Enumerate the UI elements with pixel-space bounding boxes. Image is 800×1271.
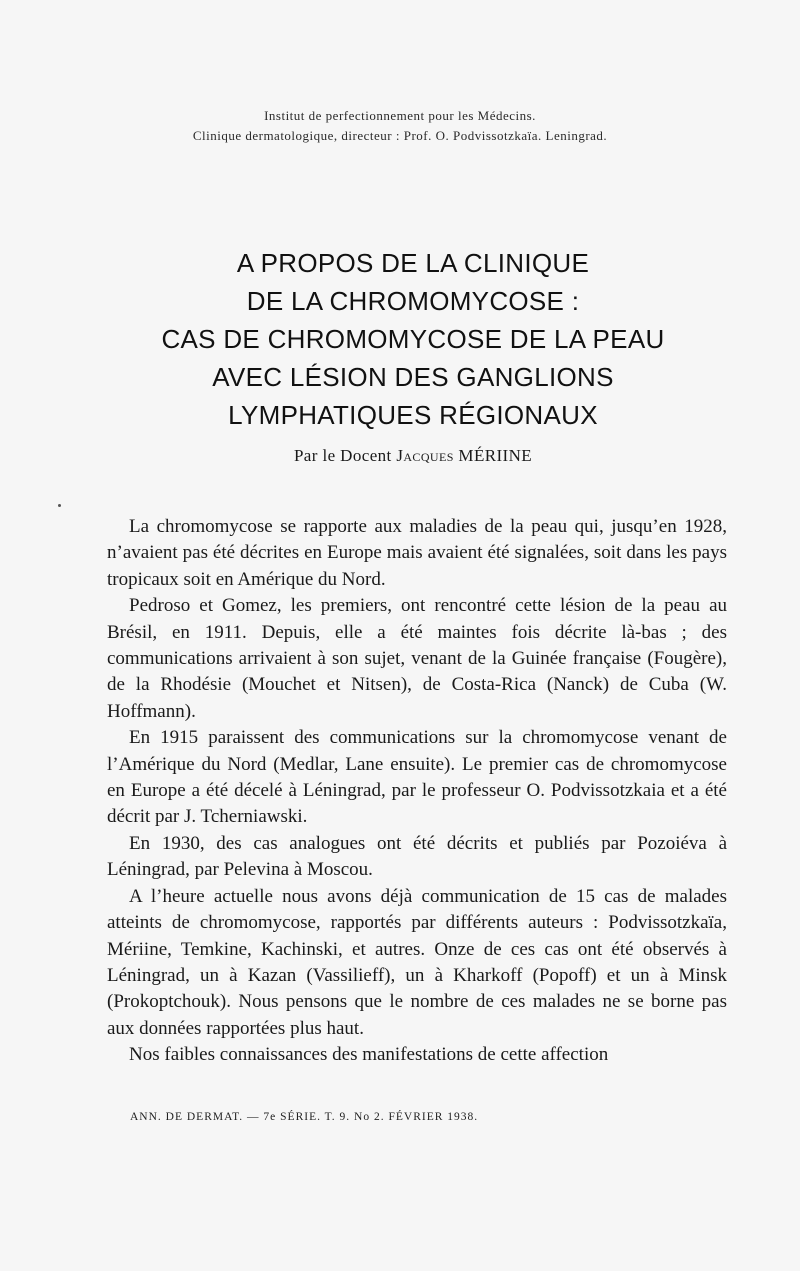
title-line: AVEC LÉSION DES GANGLIONS <box>212 362 614 392</box>
affiliation-line-2: Clinique dermatologique, directeur : Prof. O. Podvissotzkaïa. Leningrad. <box>192 128 608 143</box>
body-paragraph: En 1930, des cas analogues ont été décrits et publiés par Pozoiéva à Léningrad, par Pelevina à Moscou. <box>107 832 727 881</box>
author-surname: MÉRIINE <box>458 446 533 465</box>
title-line: CAS DE CHROMOMYCOSE DE LA PEAU <box>161 324 665 354</box>
title-line: LYMPHATIQUES RÉGIONAUX <box>228 400 598 430</box>
author-byline <box>0 446 800 466</box>
title-line: DE LA CHROMOMYCOSE : <box>246 286 580 316</box>
body-paragraph: Pedroso et Gomez, les premiers, ont rencontré cette lésion de la peau au Brésil, en 1911. Depuis, elle a été maintes fois décrite là-bas ; des communications arrivaient à son sujet, venant de la Guinée française (Fougère), de la Rhodésie (Mouchet et Nitsen), de Costa-Rica (Nanck) de Cuba (W. Hoffmann). <box>107 595 727 722</box>
author-first-name: Jacques <box>396 446 454 465</box>
body-paragraph: La chromomycose se rapporte aux maladies de la peau qui, jusqu’en 1928, n’avaient pas été décrites en Europe mais avaient été signalées, soit dans les pays tropicaux soit en Amérique du Nord. <box>107 516 727 590</box>
body-paragraph: A l’heure actuelle nous avons déjà communication de 15 cas de malades atteints de chromomycose, rapportés par différents auteurs : Podvissotzkaïa, Mériine, Temkine, Kachinski, et autres. Onze de ces cas ont été observés à Léningrad, un à Kazan (Vassilieff), un à Kharkoff (Popoff) et un à Minsk (Prokoptchouk). Nous pensons que le nombre de ces malades ne se borne pas aux données rapportées plus haut. <box>107 885 727 1039</box>
title-line: A PROPOS DE LA CLINIQUE <box>236 248 590 278</box>
article-title <box>0 244 800 434</box>
margin-mark <box>58 504 61 507</box>
affiliation-line-1: Institut de perfectionnement pour les Médecins. <box>264 108 536 123</box>
article-body <box>107 514 727 1069</box>
body-paragraph: En 1915 paraissent des communications sur la chromomycose venant de l’Amérique du Nord (Medlar, Lane ensuite). Le premier cas de chromomycose en Europe a été décelé à Léningrad, par le professeur O. Podvissotzkaia et a été décrit par J. Tcherniawski. <box>107 727 727 828</box>
affiliation-header <box>0 106 800 146</box>
byline-prefix: Par le Docent <box>293 446 392 465</box>
journal-citation: ANN. DE DERMAT. — 7e SÉRIE. T. 9. No 2. FÉVRIER 1938. <box>130 1111 479 1123</box>
body-paragraph: Nos faibles connaissances des manifestations de cette affection <box>129 1044 609 1066</box>
